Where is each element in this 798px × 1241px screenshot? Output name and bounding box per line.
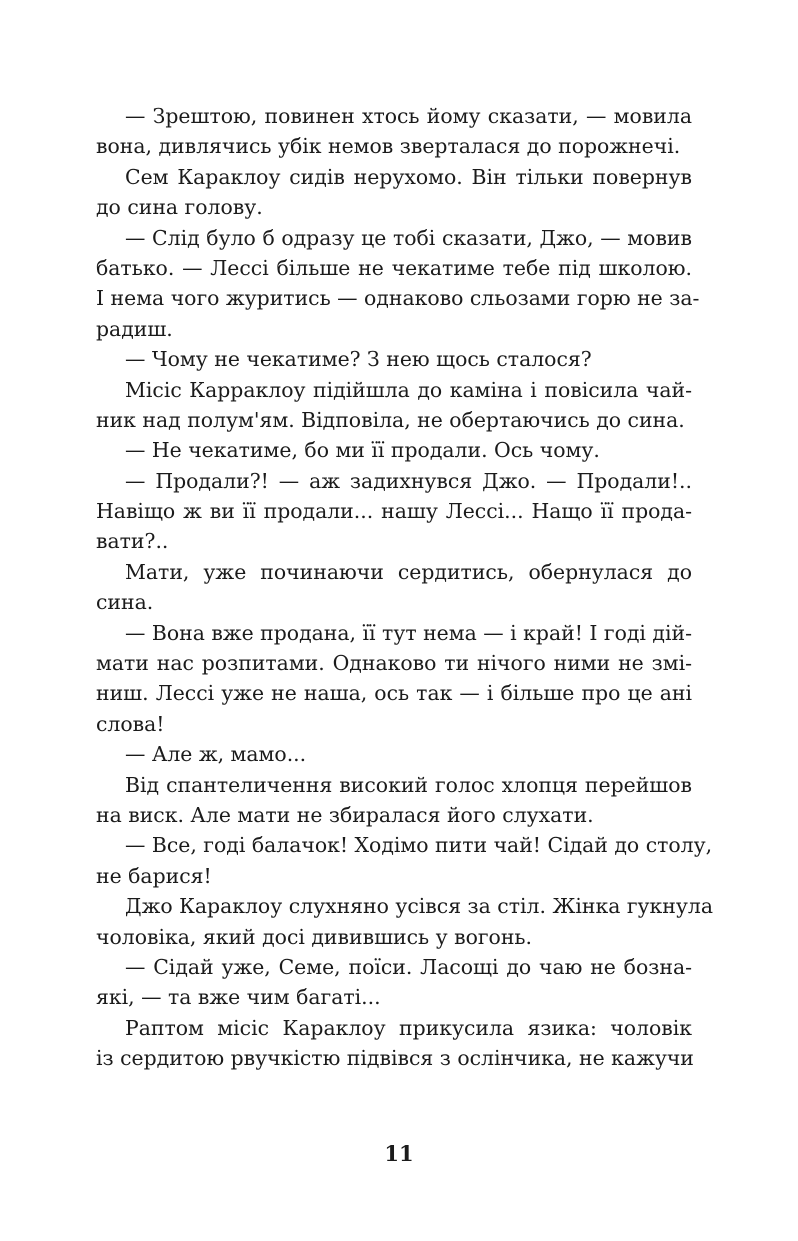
text-line: І нема чого журитись — однаково сльозами горю не за- xyxy=(96,286,700,311)
text-line: Місіс Карраклоу підійшла до каміна і повісила чай- xyxy=(125,377,692,402)
text-line: — Чому не чекатиме? З нею щось сталося? xyxy=(125,347,592,372)
text-line: Від спантеличення високий голос хлопця перейшов xyxy=(125,772,692,797)
text-line: Навіщо ж ви її продали... нашу Лессі... Нащо її прода- xyxy=(96,499,692,524)
text-line: до сина голову. xyxy=(96,195,263,220)
page-number: 11 xyxy=(384,1141,414,1166)
text-line: мати нас розпитами. Однаково ти нічого ними не змі- xyxy=(96,651,692,676)
text-line: — Продали?! — аж задихнувся Джо. — Продали!.. xyxy=(125,468,692,493)
text-line: — Вона вже продана, її тут нема — і край! І годі дій- xyxy=(125,620,692,645)
text-line: — Все, годі балачок! Ходімо пити чай! Сідай до столу, xyxy=(125,833,713,858)
text-line: слова! xyxy=(96,711,165,736)
text-line: із сердитою рвучкістю підвівся з ослінчика, не кажучи xyxy=(96,1046,694,1071)
text-line: батько. — Лессі більше не чекатиме тебе під школою. xyxy=(96,255,692,280)
text-line: ник над полум'ям. Відповіла, не обертаючись до сина. xyxy=(96,407,685,432)
text-line: Раптом місіс Караклоу прикусила язика: чоловік xyxy=(125,1015,692,1040)
text-line: вати?.. xyxy=(96,529,169,554)
text-line: — Сідай уже, Семе, поїси. Ласощі до чаю не бозна- xyxy=(125,954,692,979)
text-line: які, — та вже чим багаті... xyxy=(96,985,381,1010)
text-line: сина. xyxy=(96,590,154,615)
text-line: — Зрештою, повинен хтось йому сказати, — мовила xyxy=(125,104,692,128)
text-line: чоловіка, який досі дивившись у вогонь. xyxy=(96,924,532,949)
text-line: ниш. Лессі уже не наша, ось так — і більше про це ані xyxy=(96,681,692,706)
text-line: вона, дивлячись убік немов зверталася до порожнечі. xyxy=(96,134,681,159)
text-line: — Слід було б одразу це тобі сказати, Джо, — мовив xyxy=(125,225,692,250)
text-line: — Але ж, мамо... xyxy=(125,742,307,767)
text-line: Сем Караклоу сидів нерухомо. Він тільки повернув xyxy=(125,164,692,189)
text-line: радиш. xyxy=(96,316,173,341)
body-text xyxy=(96,101,713,1074)
text-line: — Не чекатиме, бо ми її продали. Ось чому. xyxy=(125,438,600,463)
text-line: Джо Караклоу слухняно усівся за стіл. Жінка гукнула xyxy=(125,894,713,919)
text-line: Мати, уже починаючи сердитись, обернулася до xyxy=(125,559,692,584)
text-line: не барися! xyxy=(96,863,212,888)
text-line: на виск. Але мати не збиралася його слухати. xyxy=(96,802,594,827)
